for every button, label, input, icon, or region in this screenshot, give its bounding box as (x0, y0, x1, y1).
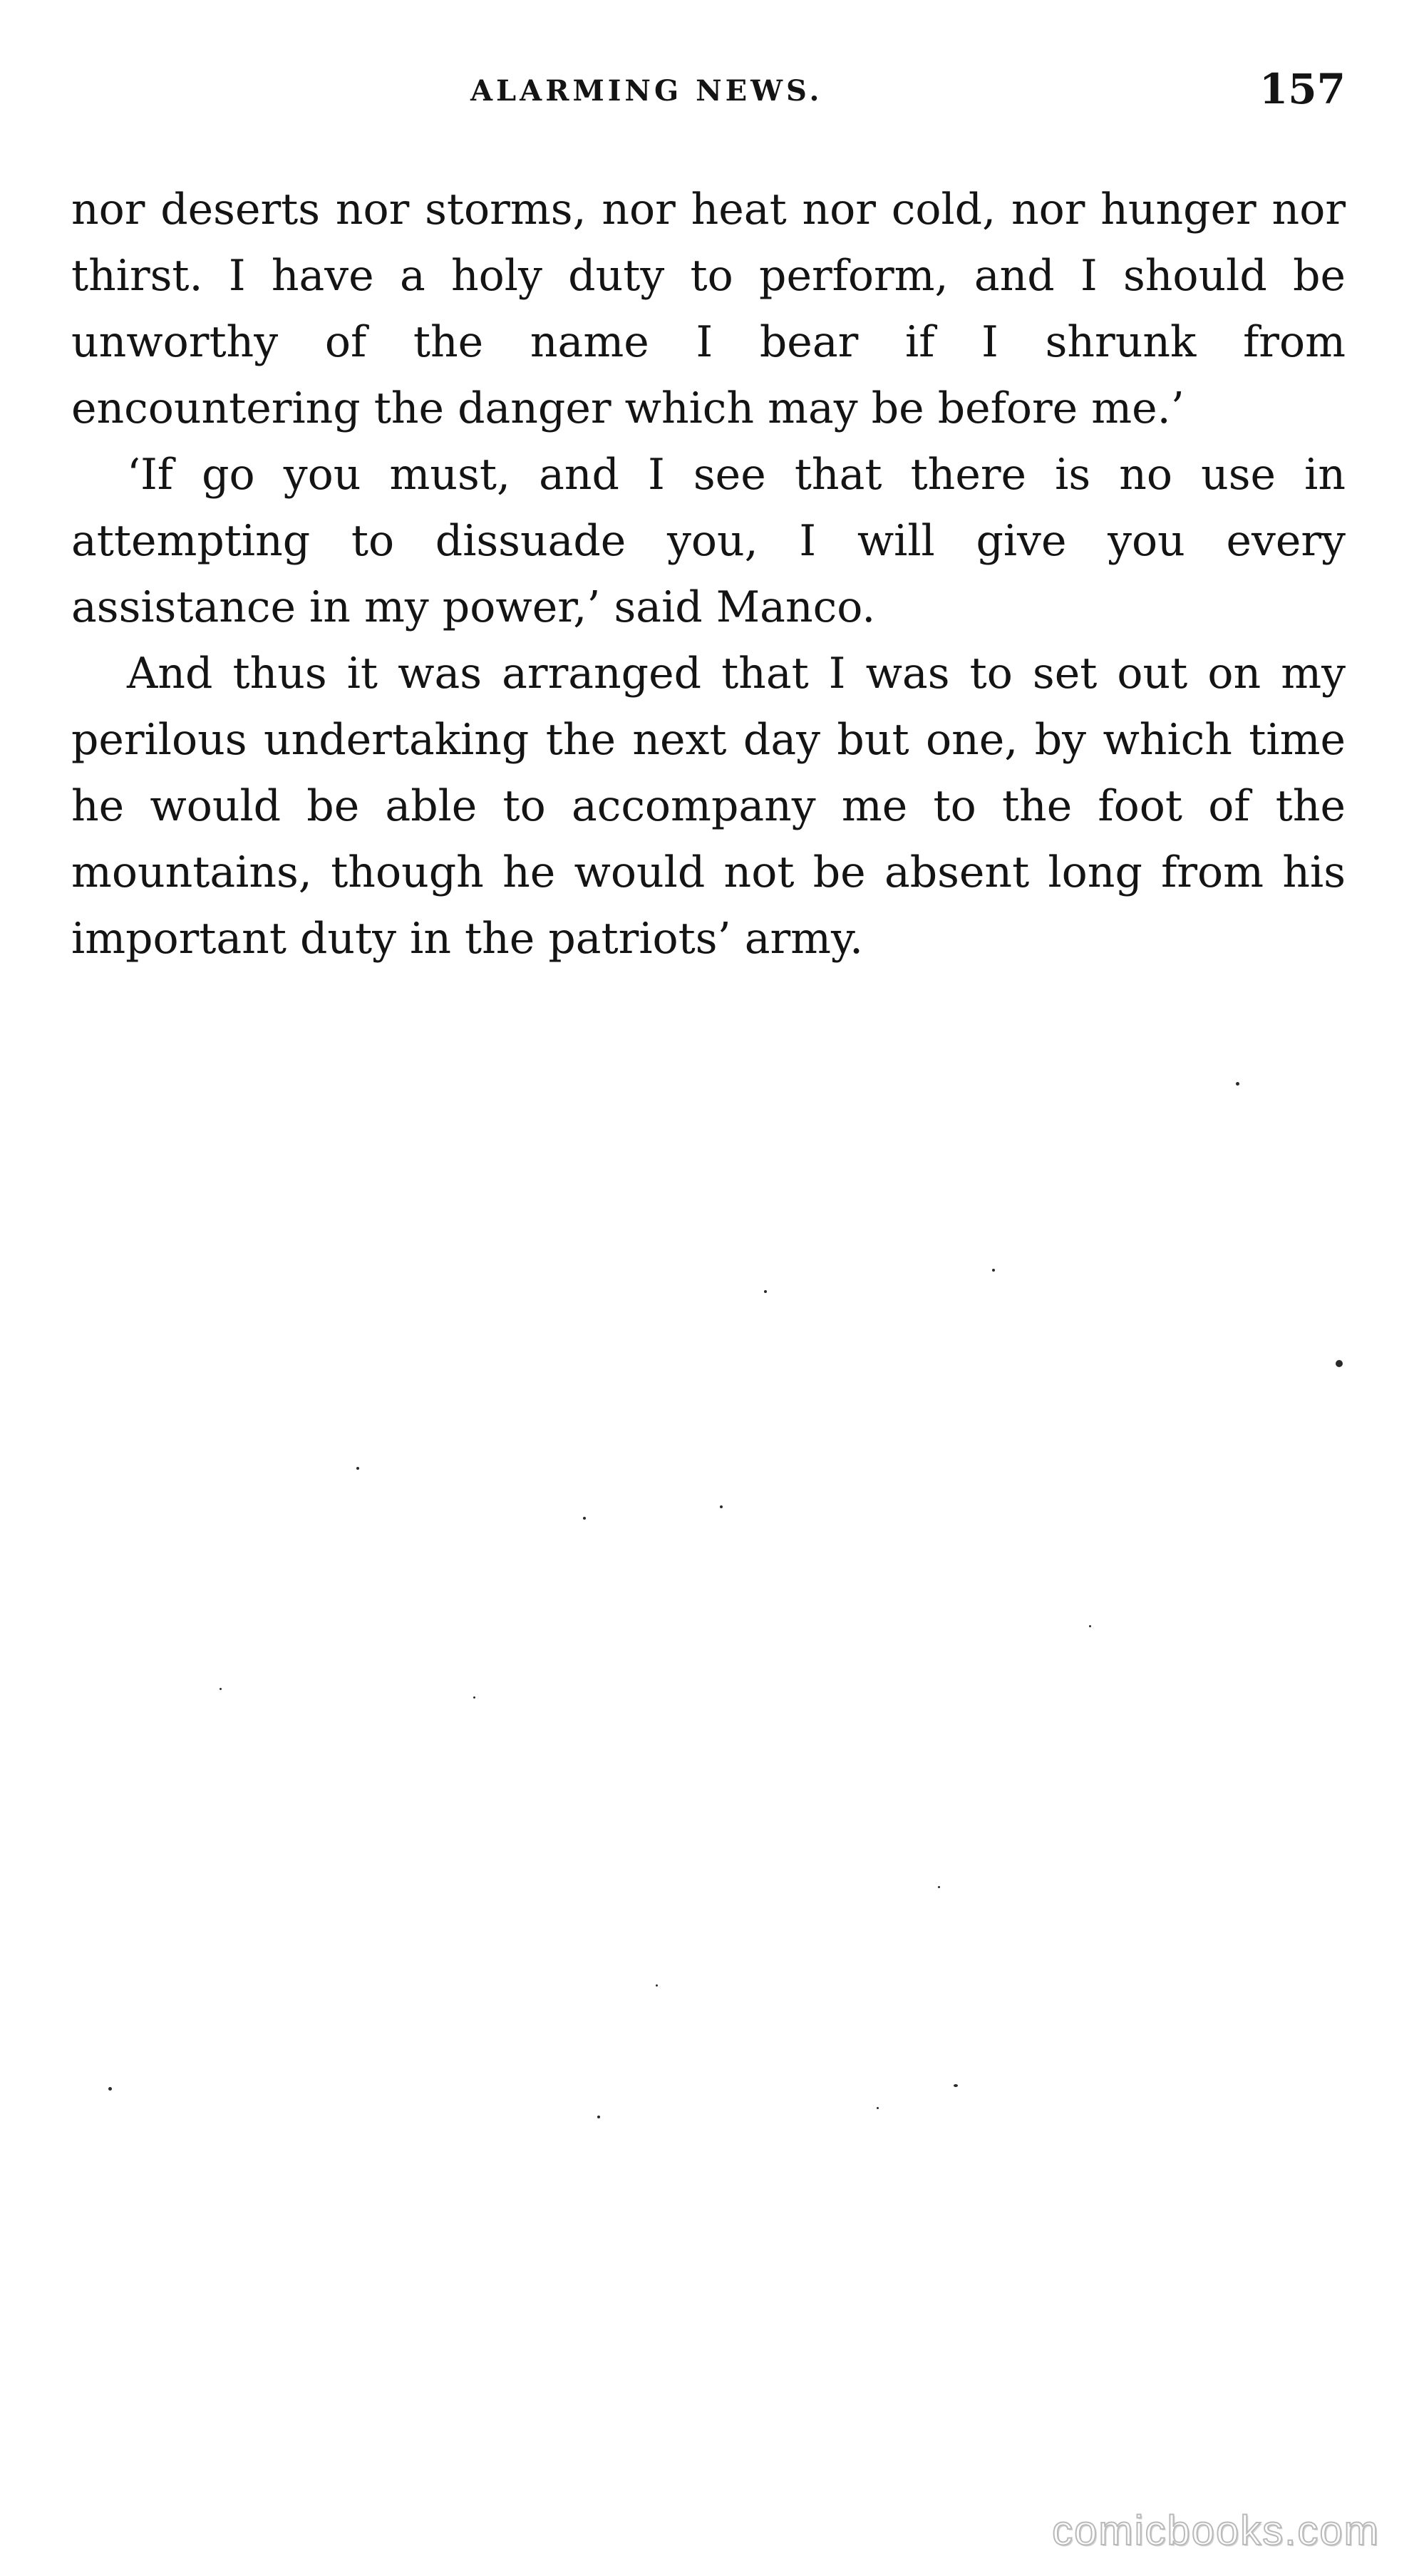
running-title: ALARMING NEWS. (470, 74, 823, 108)
page-number: 157 (1259, 65, 1346, 113)
page-header (71, 63, 1346, 127)
page-body (71, 177, 1346, 972)
watermark-logo: comicbooks.com (1052, 2508, 1380, 2554)
paragraph-arrangement: And thus it was arranged that I was to set out on my perilous undertaking the next day but one, by which time he would be able to accompany me to the foot of the mountains, though he would not be absent long from his important duty in the patriots’ army. (71, 649, 1346, 964)
paragraph-manco-reply: ‘If go you must, and I see that there is no use in attempting to dissuade you, I will give you every assistance in my power,’ said Manco. (71, 450, 1346, 632)
paragraph-continued: nor deserts nor storms, nor heat nor cold, nor hunger nor thirst. I have a holy duty to perform, and I should be unworthy of the name I bear if I shrunk from encountering the danger which may be before me.’ (71, 185, 1346, 433)
